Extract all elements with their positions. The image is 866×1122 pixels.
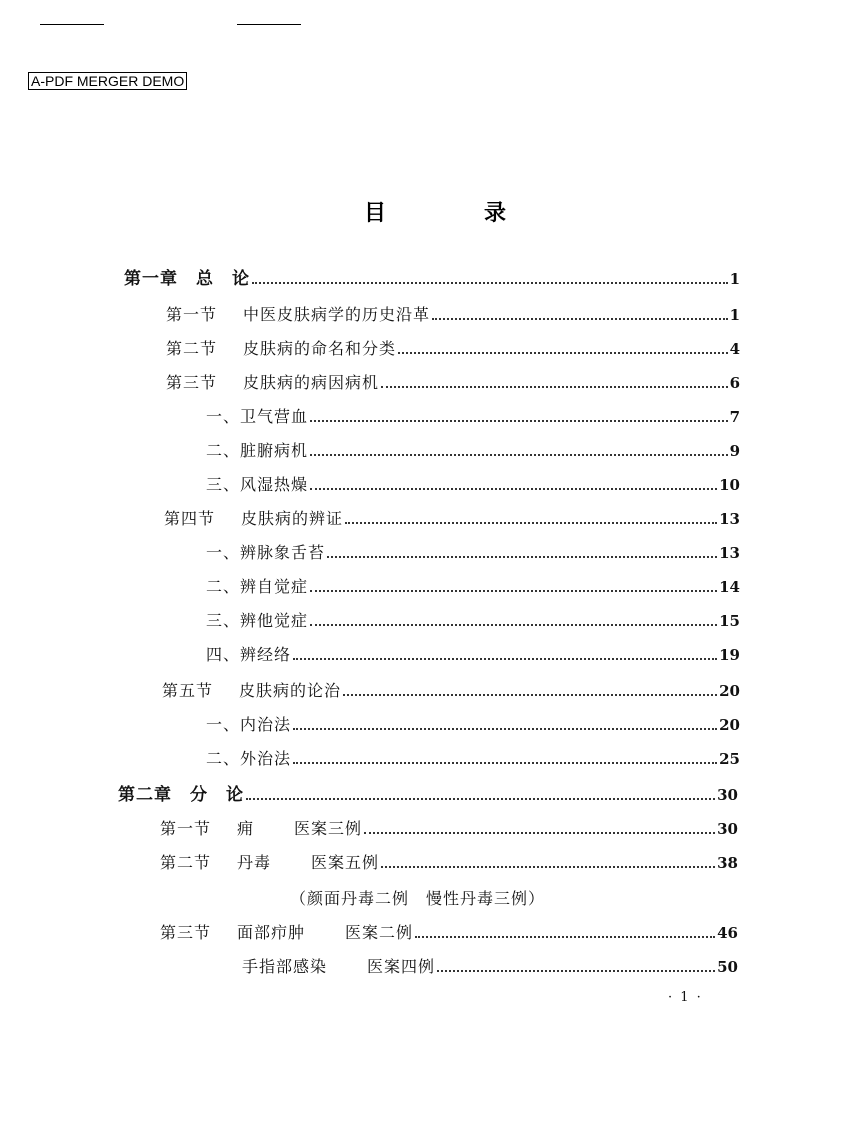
toc-subsection-label: 内治法 bbox=[240, 715, 292, 734]
toc-leader bbox=[364, 832, 715, 834]
title-char-1: 目 bbox=[364, 200, 387, 226]
toc-page-number: 30 bbox=[717, 820, 738, 838]
toc-page-number: 38 bbox=[717, 854, 738, 872]
toc-subsection-label: 脏腑病机 bbox=[240, 441, 309, 460]
toc-page-number: 20 bbox=[719, 716, 740, 734]
toc-leader bbox=[432, 318, 728, 320]
toc-leader bbox=[345, 522, 717, 524]
toc-case-count: 医案二例 bbox=[345, 923, 414, 942]
toc-section-number: 第一节 bbox=[160, 819, 212, 838]
toc-page-number: 7 bbox=[729, 408, 740, 426]
toc-page-number: 46 bbox=[717, 924, 738, 942]
page-folio: · 1 · bbox=[668, 990, 703, 1005]
toc-leader bbox=[310, 488, 717, 490]
toc-leader bbox=[252, 282, 728, 284]
toc-chapter-title: 第二章 分 论 bbox=[118, 785, 244, 805]
watermark-label: A-PDF MERGER DEMO bbox=[28, 72, 187, 90]
toc-subsection-number: 四、 bbox=[206, 645, 241, 664]
toc-page-number: 15 bbox=[719, 612, 740, 630]
toc-section-label: 皮肤病的辨证 bbox=[241, 509, 344, 528]
toc-subsection[interactable] bbox=[206, 608, 740, 634]
toc-page-number: 19 bbox=[719, 646, 740, 664]
toc-leader bbox=[381, 386, 728, 388]
toc-subsection[interactable] bbox=[206, 438, 740, 464]
toc-section-label: 中医皮肤病学的历史沿革 bbox=[243, 305, 431, 324]
toc-section-label: 面部疖肿 bbox=[237, 923, 306, 942]
toc-section[interactable] bbox=[160, 920, 738, 946]
toc-section-number: 第二节 bbox=[166, 339, 218, 358]
toc-page-number: 14 bbox=[719, 578, 740, 596]
toc-section-number: 第一节 bbox=[166, 305, 218, 324]
toc-subsection-label: 辨自觉症 bbox=[240, 577, 309, 596]
toc-page-number: 25 bbox=[719, 750, 740, 768]
toc-subsection[interactable] bbox=[206, 404, 740, 430]
toc-subsection[interactable] bbox=[206, 472, 740, 498]
title-char-2: 录 bbox=[484, 200, 507, 226]
toc-leader bbox=[293, 762, 717, 764]
toc-leader bbox=[310, 420, 728, 422]
toc-page-number: 10 bbox=[719, 476, 740, 494]
toc-subsection-label: 风湿热燥 bbox=[240, 475, 309, 494]
toc-page-number: 4 bbox=[729, 340, 740, 358]
toc-leader bbox=[415, 936, 715, 938]
toc-subsection[interactable] bbox=[206, 574, 740, 600]
toc-section[interactable] bbox=[162, 678, 740, 704]
toc-subsection[interactable] bbox=[206, 746, 740, 772]
toc-subsection-label: 卫气营血 bbox=[240, 407, 309, 426]
toc-chapter-title: 第一章 总 论 bbox=[124, 269, 250, 289]
toc-page-number: 9 bbox=[729, 442, 740, 460]
toc-section-label: 丹毒 bbox=[237, 853, 272, 872]
toc-subsection-number: 三、 bbox=[206, 611, 241, 630]
toc-subsection-number: 二、 bbox=[206, 441, 241, 460]
toc-subsection-number: 二、 bbox=[206, 749, 241, 768]
toc-page-number: 30 bbox=[717, 786, 738, 804]
header-rule-left bbox=[40, 24, 104, 25]
toc-section-label: 皮肤病的命名和分类 bbox=[243, 339, 397, 358]
toc-section-number: 第三节 bbox=[160, 923, 212, 942]
toc-section[interactable] bbox=[164, 506, 740, 532]
toc-subentry[interactable] bbox=[242, 954, 738, 980]
toc-section[interactable] bbox=[160, 816, 738, 842]
toc-subsection-number: 二、 bbox=[206, 577, 241, 596]
toc-subsection-number: 一、 bbox=[206, 543, 241, 562]
toc-leader bbox=[327, 556, 717, 558]
toc-leader bbox=[310, 624, 717, 626]
header-rule-right bbox=[237, 24, 301, 25]
toc-case-count: 医案五例 bbox=[311, 853, 380, 872]
toc-case-count: 医案四例 bbox=[367, 957, 436, 976]
toc-leader bbox=[310, 454, 728, 456]
toc-section-number: 第四节 bbox=[164, 509, 216, 528]
toc-page-number: 6 bbox=[729, 374, 740, 392]
toc-leader bbox=[310, 590, 717, 592]
toc-chapter-2[interactable] bbox=[118, 782, 738, 808]
toc-page-number: 50 bbox=[717, 958, 738, 976]
toc-subsection-label: 辨脉象舌苔 bbox=[240, 543, 326, 562]
toc-subsection-label: 辨他觉症 bbox=[240, 611, 309, 630]
toc-leader bbox=[293, 658, 717, 660]
toc-section-number: 第五节 bbox=[162, 681, 214, 700]
toc-page-number: 13 bbox=[719, 510, 740, 528]
toc-section[interactable] bbox=[160, 850, 738, 876]
toc-subentry-label: 手指部感染 bbox=[242, 957, 328, 976]
toc-page-number: 13 bbox=[719, 544, 740, 562]
toc-section-number: 第二节 bbox=[160, 853, 212, 872]
toc-section[interactable] bbox=[166, 336, 740, 362]
toc-subsection-label: 辨经络 bbox=[240, 645, 292, 664]
toc-section[interactable] bbox=[166, 302, 740, 328]
toc-leader bbox=[398, 352, 728, 354]
toc-subsection-number: 三、 bbox=[206, 475, 241, 494]
toc-leader bbox=[293, 728, 717, 730]
toc-subsection-number: 一、 bbox=[206, 715, 241, 734]
toc-section-label: 皮肤病的病因病机 bbox=[243, 373, 380, 392]
toc-chapter-1[interactable] bbox=[124, 266, 740, 292]
toc-leader bbox=[381, 866, 715, 868]
toc-section-number: 第三节 bbox=[166, 373, 218, 392]
toc-section-label: 痈 bbox=[237, 819, 255, 838]
toc-note: （颜面丹毒二例 慢性丹毒三例） bbox=[290, 889, 546, 908]
toc-case-count: 医案三例 bbox=[294, 819, 363, 838]
toc-leader bbox=[437, 970, 715, 972]
toc-subsection-number: 一、 bbox=[206, 407, 241, 426]
toc-subsection[interactable] bbox=[206, 540, 740, 566]
toc-page-number: 20 bbox=[719, 682, 740, 700]
toc-subsection[interactable] bbox=[206, 642, 740, 668]
toc-subsection-label: 外治法 bbox=[240, 749, 292, 768]
toc-section-label: 皮肤病的论治 bbox=[239, 681, 342, 700]
toc-subsection[interactable] bbox=[206, 712, 740, 738]
toc-leader bbox=[343, 694, 717, 696]
toc-section[interactable] bbox=[166, 370, 740, 396]
toc-leader bbox=[246, 798, 715, 800]
toc-page-number: 1 bbox=[729, 306, 740, 324]
toc-page-number: 1 bbox=[729, 270, 740, 288]
